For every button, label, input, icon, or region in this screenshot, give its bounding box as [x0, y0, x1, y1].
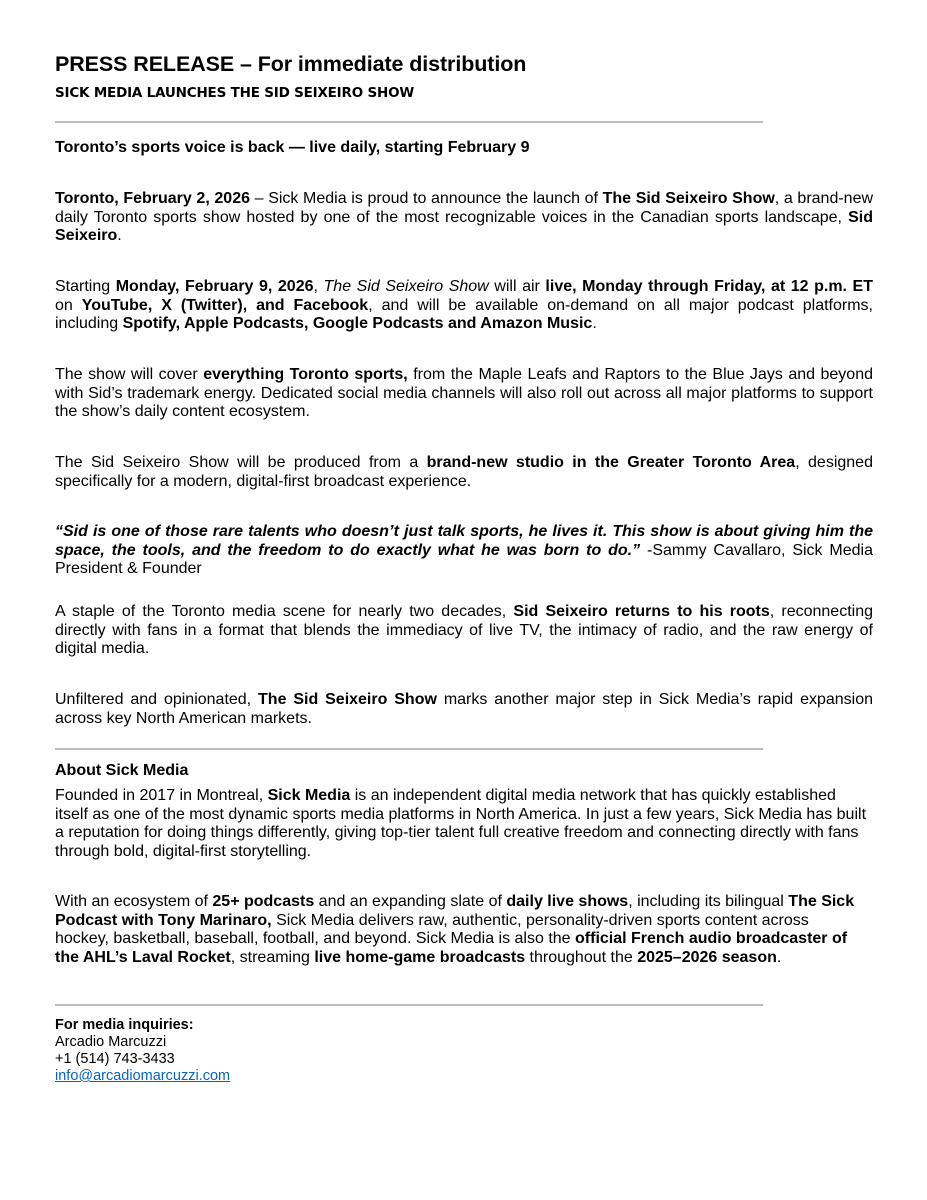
quote-text: “Sid is one of those rare talents who doesn’t just talk sports, he lives it. This show is about giving him the space, the tools, and the freedom to do exactly what he was born to do.” — [55, 523, 873, 559]
divider-top — [55, 121, 763, 123]
contact-email-link[interactable]: info@arcadiomarcuzzi.com — [55, 1068, 231, 1084]
paragraph-unfiltered: Unfiltered and opinionated, The Sid Seixeiro Show marks another major step in Sick Media’s rapid expansion across key North American markets. — [55, 691, 874, 727]
contact-heading: For media inquiries: — [55, 1017, 194, 1033]
paragraph-studio: The Sid Seixeiro Show will be produced from a brand-new studio in the Greater Toronto Area, designed specifically for a modern, digital-first broadcast experience. — [55, 454, 873, 490]
divider-contact — [55, 1004, 763, 1006]
page-title: PRESS RELEASE – For immediate distribution — [55, 52, 527, 76]
divider-about — [55, 748, 763, 750]
paragraph-announcement: Toronto, February 2, 2026 – Sick Media is proud to announce the launch of The Sid Seixeiro Show, a brand-new daily Toronto sports show hosted by one of the most recognizable voices in the Canadian sports landscape, Sid Seixeiro. — [55, 190, 874, 244]
headline: Toronto’s sports voice is back — live daily, starting February 9 — [55, 139, 530, 156]
about-paragraph-founded: Founded in 2017 in Montreal, Sick Media is an independent digital media network that has quickly established itself as one of the most dynamic sports media platforms in North America. In just a few years, Sick Media has built a reputation for doing things differently, giving top-tier talent full creative freedom and connecting directly with fans through bold, digital-first storytelling. — [55, 787, 867, 860]
paragraph-schedule: Starting Monday, February 9, 2026, The Sid Seixeiro Show will air live, Monday through Friday, at 12 p.m. ET on YouTube, X (Twitter), and Facebook, and will be available on-demand on all major podcast platforms, including Spotify, Apple Podcasts, Google Podcasts and Amazon Music. — [55, 278, 873, 332]
contact-phone: +1 (514) 743-3433 — [55, 1051, 175, 1067]
contact-name: Arcadio Marcuzzi — [55, 1034, 167, 1050]
page-subtitle: SICK MEDIA LAUNCHES THE SID SEIXEIRO SHOW — [55, 85, 415, 101]
paragraph-staple: A staple of the Toronto media scene for nearly two decades, Sid Seixeiro returns to his roots, reconnecting directly with fans in a format that blends the immediacy of live TV, the intimacy of radio, and the raw energy of digital media. — [55, 603, 874, 657]
dateline: Toronto, February 2, 2026 — [55, 190, 251, 207]
quote-block — [55, 523, 873, 579]
about-paragraph-ecosystem: With an ecosystem of 25+ podcasts and an expanding slate of daily live shows, including its bilingual The Sick Podcast with Tony Marinaro, Sick Media delivers raw, authentic, personality-driven sports content across hockey, basketball, baseball, football, and beyond. Sick Media is also the official French audio broadcaster of the AHL’s Laval Rocket, streaming live home-game broadcasts throughout the 2025–2026 season. — [55, 893, 855, 966]
quote-attribution: -Sammy Cavallaro, Sick Media President & Founder — [55, 541, 874, 577]
about-heading: About Sick Media — [55, 762, 189, 779]
media-contact — [55, 1017, 230, 1085]
paragraph-coverage: The show will cover everything Toronto sports, from the Maple Leafs and Raptors to the Blue Jays and beyond with Sid’s trademark energy. Dedicated social media channels will also roll out across all major platforms to support the show’s daily content ecosystem. — [55, 366, 873, 420]
